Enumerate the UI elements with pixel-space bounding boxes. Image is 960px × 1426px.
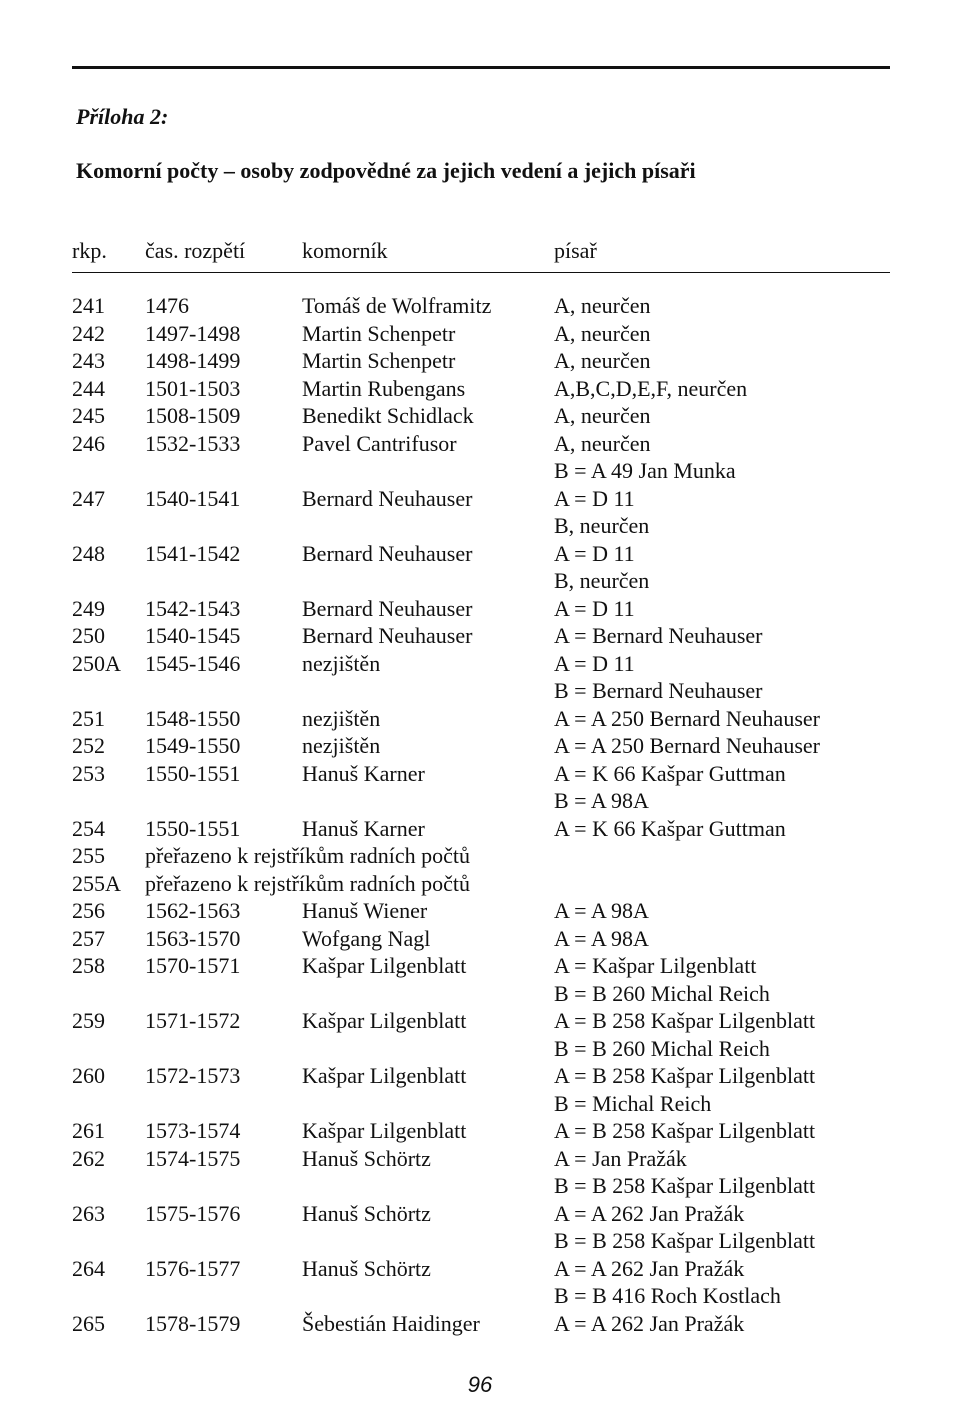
cell-pisar: B = B 416 Roch Kostlach [554,1283,781,1308]
cell-pisar: B = B 260 Michal Reich [554,980,770,1006]
cell-pisar: A, neurčen [554,320,651,346]
cell-pisar: A = B 258 Kašpar Lilgenblatt [554,1118,816,1143]
cell-rkp: 259 [72,1008,105,1033]
cell-komornik: Wofgang Nagl [302,925,431,951]
table-row [0,540,960,568]
cell-pisar: B = B 258 Kašpar Lilgenblatt [554,1228,816,1253]
header-komornik: komorník [302,238,388,263]
table-row [0,1090,960,1118]
table-row [0,980,960,1008]
cell-komornik: Hanuš Karner [302,815,425,841]
cell-pisar: A = D 11 [554,650,635,676]
cell-komornik: nezjištěn [302,705,381,731]
table-row [0,292,960,320]
cell-rkp: 255A [72,870,121,896]
cell-pisar: A, neurčen [554,403,651,428]
cell-rkp: 258 [72,953,105,978]
table-row [0,375,960,403]
cell-komornik: Bernard Neuhauser [302,485,473,511]
cell-komornik: Šebestián Haidinger [302,1310,480,1336]
cell-rkp: 242 [72,320,105,346]
table-row [0,732,960,760]
cell-rkp: 263 [72,1200,105,1226]
cell-komornik: Bernard Neuhauser [302,540,473,566]
table-row [0,870,960,898]
cell-komornik: Hanuš Karner [302,760,425,786]
cell-pisar: B = A 98A [554,788,649,813]
cell-rkp: 261 [72,1118,105,1143]
cell-cas: 1573-1574 [145,1118,241,1143]
cell-rkp: 265 [72,1310,105,1336]
cell-pisar: A = A 262 Jan Pražák [554,1310,745,1336]
cell-pisar: A = A 262 Jan Pražák [554,1255,745,1281]
table-row [0,925,960,953]
cell-cas: přeřazeno k rejstříkům radních počtů [145,843,470,868]
cell-komornik: Kašpar Lilgenblatt [302,1008,467,1033]
cell-rkp: 248 [72,540,105,566]
cell-rkp: 252 [72,733,105,758]
table-row [0,1282,960,1310]
cell-rkp: 243 [72,348,105,373]
cell-pisar: B, neurčen [554,513,650,538]
cell-cas: 1576-1577 [145,1255,241,1281]
cell-pisar: B = A 49 Jan Munka [554,458,736,483]
cell-komornik: Pavel Cantrifusor [302,430,457,456]
table-row [0,897,960,925]
cell-pisar: A, neurčen [554,348,651,373]
table-row [0,402,960,430]
table-row [0,1035,960,1063]
cell-cas: 1540-1541 [145,485,241,511]
cell-rkp: 254 [72,815,105,841]
cell-komornik: Kašpar Lilgenblatt [302,953,467,978]
cell-pisar: A = K 66 Kašpar Guttman [554,815,786,841]
table-row [0,787,960,815]
cell-rkp: 257 [72,925,105,951]
cell-pisar: A = Kašpar Lilgenblatt [554,953,757,978]
table-row [0,1145,960,1173]
records-table [0,292,960,1337]
table-row [0,650,960,678]
cell-cas: 1542-1543 [145,595,241,621]
table-row [0,705,960,733]
cell-komornik: Bernard Neuhauser [302,623,473,648]
table-row [0,760,960,788]
table-row [0,1172,960,1200]
cell-cas: 1508-1509 [145,403,241,428]
cell-rkp: 244 [72,375,105,401]
table-row [0,1007,960,1035]
cell-rkp: 241 [72,293,105,318]
cell-cas: 1550-1551 [145,760,241,786]
cell-pisar: A = D 11 [554,540,635,566]
table-row [0,347,960,375]
cell-pisar: A = K 66 Kašpar Guttman [554,760,786,786]
cell-pisar: A = A 98A [554,925,649,951]
table-row [0,430,960,458]
cell-pisar: A = Jan Pražák [554,1145,687,1171]
cell-cas: přeřazeno k rejstříkům radních počtů [145,870,470,896]
cell-komornik: Benedikt Schidlack [302,403,474,428]
cell-komornik: Martin Schenpetr [302,348,456,373]
table-row [0,512,960,540]
cell-cas: 1532-1533 [145,430,241,456]
table-row [0,815,960,843]
cell-komornik: Kašpar Lilgenblatt [302,1118,467,1143]
cell-cas: 1497-1498 [145,320,241,346]
cell-cas: 1562-1563 [145,898,241,923]
page-number: 96 [467,1372,493,1397]
cell-komornik: Bernard Neuhauser [302,595,473,621]
cell-pisar: A = B 258 Kašpar Lilgenblatt [554,1063,816,1088]
cell-rkp: 250A [72,650,121,676]
cell-komornik: Hanuš Schörtz [302,1145,431,1171]
cell-cas: 1549-1550 [145,733,241,758]
cell-pisar: B = Michal Reich [554,1090,712,1116]
table-row [0,1255,960,1283]
cell-pisar: B, neurčen [554,568,650,593]
cell-rkp: 256 [72,898,105,923]
cell-pisar: A = D 11 [554,595,635,621]
cell-pisar: A, neurčen [554,430,651,456]
cell-komornik: Martin Schenpetr [302,320,456,346]
cell-pisar: B = B 260 Michal Reich [554,1035,770,1061]
cell-komornik: Tomáš de Wolframitz [302,293,492,318]
table-row [0,595,960,623]
cell-pisar: A = D 11 [554,485,635,511]
cell-cas: 1541-1542 [145,540,241,566]
cell-pisar: A = A 250 Bernard Neuhauser [554,733,820,758]
cell-komornik: Hanuš Schörtz [302,1200,431,1226]
cell-pisar: A = B 258 Kašpar Lilgenblatt [554,1008,816,1033]
cell-komornik: nezjištěn [302,733,381,758]
cell-cas: 1476 [145,293,189,318]
cell-cas: 1572-1573 [145,1063,241,1088]
table-row [0,485,960,513]
cell-rkp: 253 [72,760,105,786]
table-row [0,1227,960,1255]
cell-pisar: A,B,C,D,E,F, neurčen [554,375,748,401]
header-rule [72,272,890,273]
cell-pisar: A = A 250 Bernard Neuhauser [554,705,820,731]
cell-rkp: 249 [72,595,105,621]
cell-komornik: Hanuš Schörtz [302,1255,431,1281]
cell-cas: 1498-1499 [145,348,241,373]
cell-rkp: 255 [72,843,105,868]
cell-rkp: 250 [72,623,105,648]
table-row [0,952,960,980]
cell-cas: 1578-1579 [145,1310,241,1336]
cell-rkp: 247 [72,485,105,511]
top-rule [72,66,890,69]
cell-rkp: 260 [72,1063,105,1088]
cell-cas: 1570-1571 [145,953,241,978]
header-rkp: rkp. [72,238,107,263]
cell-rkp: 246 [72,430,105,456]
table-row [0,622,960,650]
table-row [0,842,960,870]
header-cas: čas. rozpětí [145,238,246,263]
cell-cas: 1550-1551 [145,815,241,841]
cell-cas: 1540-1545 [145,623,241,648]
cell-komornik: Hanuš Wiener [302,898,428,923]
cell-rkp: 262 [72,1145,105,1171]
cell-komornik: Kašpar Lilgenblatt [302,1063,467,1088]
table-row [0,1200,960,1228]
cell-pisar: A = Bernard Neuhauser [554,623,763,648]
cell-cas: 1545-1546 [145,650,241,676]
appendix-label: Příloha 2: [76,104,169,129]
cell-cas: 1571-1572 [145,1008,241,1033]
cell-pisar: B = B 258 Kašpar Lilgenblatt [554,1173,816,1198]
table-row [0,1062,960,1090]
cell-pisar: B = Bernard Neuhauser [554,678,763,703]
cell-pisar: A, neurčen [554,293,651,318]
cell-rkp: 264 [72,1255,105,1281]
cell-cas: 1563-1570 [145,925,241,951]
cell-komornik: Martin Rubengans [302,375,466,401]
table-row [0,567,960,595]
table-row [0,1310,960,1338]
table-row [0,457,960,485]
cell-rkp: 245 [72,403,105,428]
cell-cas: 1501-1503 [145,375,241,401]
page-title: Komorní počty – osoby zodpovědné za jejich vedení a jejich písaři [76,158,696,183]
table-row [0,320,960,348]
table-row [0,1117,960,1145]
cell-pisar: A = A 98A [554,898,649,923]
cell-cas: 1574-1575 [145,1145,241,1171]
cell-komornik: nezjištěn [302,650,381,676]
cell-cas: 1548-1550 [145,705,241,731]
cell-rkp: 251 [72,705,105,731]
cell-pisar: A = A 262 Jan Pražák [554,1200,745,1226]
cell-cas: 1575-1576 [145,1200,241,1226]
table-row [0,677,960,705]
header-pisar: písař [554,238,597,263]
